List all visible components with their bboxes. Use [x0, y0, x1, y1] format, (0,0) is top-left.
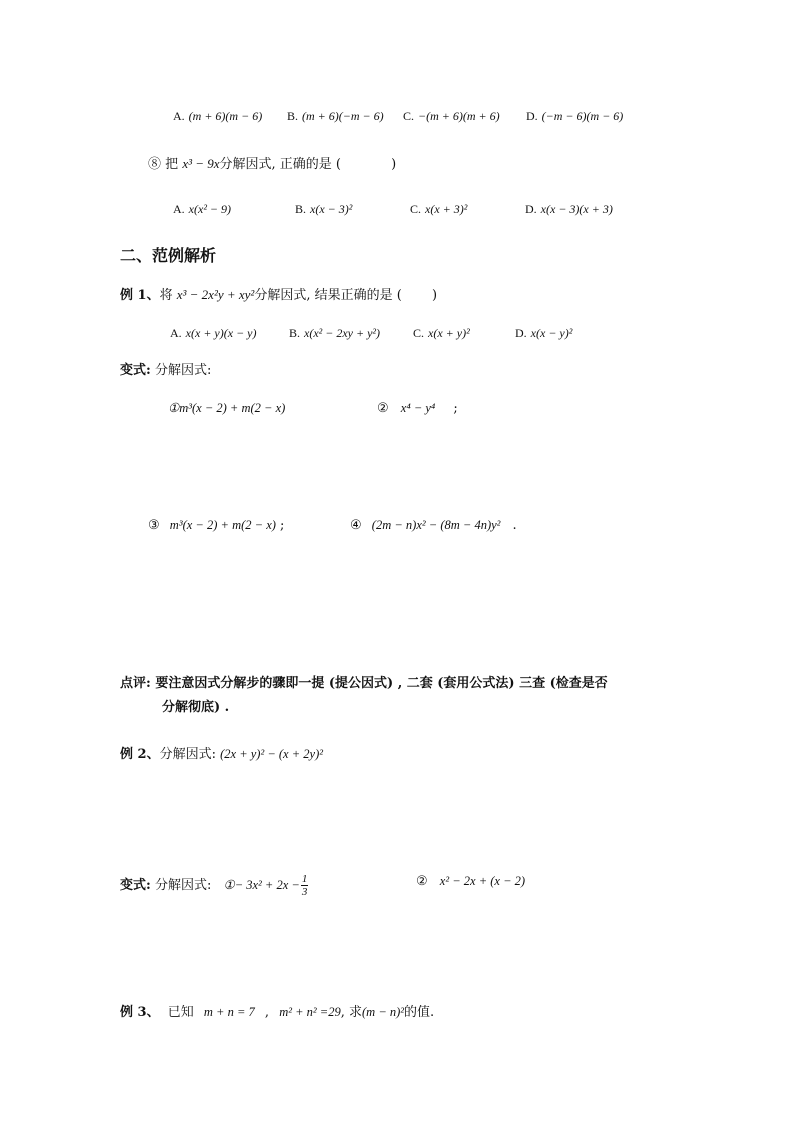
q8-option-c: [410, 202, 467, 217]
fraction-numerator: 1: [301, 873, 308, 885]
q7-option-a: [173, 109, 262, 124]
variant-1-item-2: [377, 400, 458, 417]
example-text-post: 分解因式, 结果正确的是 (: [254, 288, 402, 303]
option-expression: (−m − 6)(m − 6): [541, 109, 624, 123]
q8-option-d: [525, 202, 613, 217]
option-label: C.: [413, 326, 425, 340]
variant-label: 变式:: [120, 878, 151, 893]
q8-option-b: [295, 202, 352, 217]
section-heading: 二、范例解析: [120, 246, 217, 265]
comment-text: 要注意因式分解步的骤即一提 (提公因式) , 二套 (套用公式法) 三查 (检查是否: [155, 676, 608, 691]
item-end: ;: [453, 401, 458, 416]
comment-line-1: [120, 676, 608, 692]
q8-option-a: [173, 202, 231, 217]
example-expression-2: m² + n² =29: [279, 1005, 341, 1019]
option-label: D.: [525, 202, 537, 216]
question-number: ⑧: [148, 157, 162, 172]
item-expression: x⁴ − y⁴: [400, 401, 436, 415]
example-text-pre: 已知: [167, 1005, 194, 1020]
variant-1-item-3: [148, 517, 284, 534]
example-text: 分解因式:: [159, 747, 216, 762]
variant-1-heading: [120, 363, 211, 379]
example-2: [120, 746, 323, 763]
example-expression: (2x + y)² − (x + 2y)²: [220, 747, 324, 761]
example-expression: x³ − 2x²y + xy²: [176, 287, 255, 302]
comment-line-2: 分解彻底) .: [162, 700, 230, 715]
example-3: [120, 1004, 434, 1021]
option-label: D.: [526, 109, 538, 123]
example-1: [120, 287, 437, 304]
variant-2: [120, 873, 309, 898]
example-label: 例 2、: [120, 747, 160, 762]
option-expression: (m + 6)(−m − 6): [302, 109, 384, 123]
question-expression: x³ − 9x: [182, 156, 220, 171]
option-expression: x(x − 3)(x + 3): [540, 202, 613, 216]
item-expression: x² − 2x + (x − 2): [439, 874, 526, 888]
option-label: A.: [173, 109, 185, 123]
option-label: B.: [295, 202, 307, 216]
ex1-option-c: [413, 326, 470, 341]
item-number: ④: [350, 518, 362, 533]
option-expression: x(x − 3)²: [310, 202, 353, 216]
option-expression: x(x + y)²: [428, 326, 470, 340]
q7-option-c: [403, 109, 500, 124]
option-expression: x(x + 3)²: [425, 202, 468, 216]
example-text-post: 的值.: [404, 1005, 435, 1020]
question-text-post: 分解因式, 正确的是 (: [219, 157, 342, 172]
item-end: .: [512, 518, 517, 533]
example-expression-3: (m − n)²: [362, 1005, 405, 1019]
option-expression: x(x + y)(x − y): [185, 326, 257, 340]
comment-label: 点评:: [120, 676, 151, 691]
variant-1-item-1: [168, 400, 285, 416]
example-expression-1: m + n = 7: [203, 1005, 255, 1019]
ex1-option-b: [289, 326, 380, 341]
item-expression: m³(x − 2) + m(2 − x): [169, 518, 276, 532]
option-label: D.: [515, 326, 527, 340]
option-label: C.: [410, 202, 422, 216]
question-bracket-close: ): [391, 157, 397, 172]
item-expression: ①m³(x − 2) + m(2 − x): [168, 401, 286, 415]
option-label: B.: [287, 109, 299, 123]
fraction-denominator: 3: [301, 886, 308, 898]
option-expression: (m + 6)(m − 6): [188, 109, 263, 123]
ex1-option-d: [515, 326, 572, 341]
ex1-option-a: [170, 326, 256, 341]
question-text-pre: 把: [165, 157, 179, 172]
item-expression: ①− 3x² + 2x −: [223, 878, 300, 892]
item-end: ;: [280, 518, 285, 533]
variant-text: 分解因式:: [154, 878, 212, 893]
variant-text: 分解因式:: [154, 363, 212, 378]
variant-1-item-4: [350, 517, 517, 534]
item-number: ②: [416, 874, 428, 889]
q7-option-b: [287, 109, 384, 124]
fraction: [301, 873, 309, 898]
example-label: 例 1、: [120, 288, 160, 303]
item-number: ③: [148, 518, 160, 533]
example-separator: ,: [264, 1005, 270, 1020]
example-label: 例 3、: [120, 1005, 160, 1020]
q7-option-d: [526, 109, 623, 124]
variant-2-item-2: [416, 873, 525, 890]
option-label: C.: [403, 109, 415, 123]
option-label: A.: [173, 202, 185, 216]
item-expression: (2m − n)x² − (8m − 4n)y²: [371, 518, 501, 532]
example-bracket-close: ): [431, 288, 438, 303]
variant-label: 变式:: [120, 363, 151, 378]
example-text-pre: 将: [159, 288, 173, 303]
example-text-mid: , 求: [340, 1005, 362, 1020]
option-expression: x(x² − 2xy + y²): [304, 326, 381, 340]
option-expression: x(x − y)²: [530, 326, 573, 340]
option-expression: x(x² − 9): [188, 202, 232, 216]
option-label: A.: [170, 326, 182, 340]
option-expression: −(m + 6)(m + 6): [418, 109, 500, 123]
option-label: B.: [289, 326, 301, 340]
item-number: ②: [377, 401, 389, 416]
question-8: [148, 156, 396, 173]
